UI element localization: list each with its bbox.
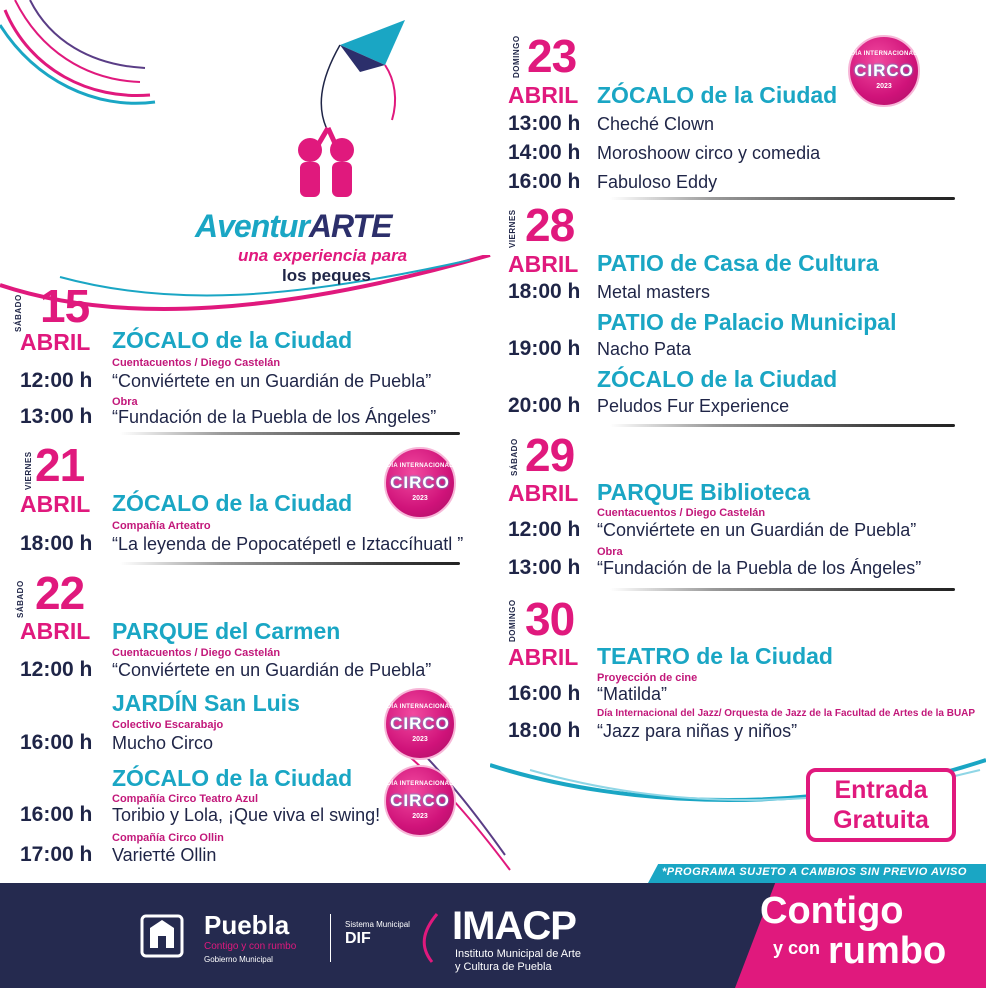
venue-22-2: JARDÍN San Luis xyxy=(112,690,300,716)
month-28: ABRIL xyxy=(508,251,579,277)
time-23-3: 16:00 h xyxy=(508,170,581,193)
tag-22-3: Compañía Circo Teatro Azul xyxy=(112,793,259,805)
tag-22-4: Compañía Circo Ollin xyxy=(112,832,224,844)
decorative-swoosh-top-left xyxy=(0,0,160,130)
time-29-1: 12:00 h xyxy=(508,518,581,541)
venue-30-1: TEATRO de la Ciudad xyxy=(597,643,833,669)
badge-line1: DÍA INTERNACIONAL xyxy=(386,704,454,710)
weekday-15: SÁBADO xyxy=(14,294,23,332)
day-number-15: 15 xyxy=(40,280,90,332)
day-number-29: 29 xyxy=(525,429,575,481)
puebla-logo-subtitle: Contigo y con rumbo xyxy=(204,941,297,952)
slogan-line2: y con xyxy=(773,938,821,958)
day-number-28: 28 xyxy=(525,199,575,251)
month-22: ABRIL xyxy=(20,618,91,644)
activity-28-2: Nacho Pata xyxy=(597,339,692,359)
separator xyxy=(610,197,955,200)
tag-15-2: Obra xyxy=(112,396,138,408)
activity-15-1: “Conviértete en un Guardián de Puebla” xyxy=(112,371,432,391)
badge-line3: 2023 xyxy=(412,495,428,502)
time-23-1: 13:00 h xyxy=(508,112,581,135)
time-29-2: 13:00 h xyxy=(508,556,581,579)
time-28-2: 19:00 h xyxy=(508,337,581,360)
badge-line3: 2023 xyxy=(412,813,428,820)
activity-21-1: “La leyenda de Popocatépetl e Iztaccíhuatl ” xyxy=(112,534,464,554)
dif-top-text: Sistema Municipal xyxy=(345,920,410,929)
brand-title xyxy=(195,208,391,245)
tag-22-2: Colectivo Escarabajo xyxy=(112,719,224,731)
badge-line2: CIRCO xyxy=(390,791,450,810)
badge-line3: 2023 xyxy=(876,83,892,90)
activity-28-1: Metal masters xyxy=(597,282,711,302)
activity-22-2: Mucho Circo xyxy=(112,733,214,753)
dif-swoosh-icon xyxy=(412,912,442,964)
venue-28-1: PATIO de Casa de Cultura xyxy=(597,250,879,276)
activity-22-4: Variетté Ollin xyxy=(112,845,217,865)
month-15: ABRIL xyxy=(20,329,91,355)
activity-30-1: “Matilda” xyxy=(597,684,668,704)
separator xyxy=(120,562,460,565)
time-22-2: 16:00 h xyxy=(20,731,93,754)
venue-22-3: ZÓCALO de la Ciudad xyxy=(112,765,353,791)
slogan-line1: Contigo xyxy=(760,890,904,932)
entrada-line1: Entrada xyxy=(834,776,928,804)
activity-29-1: “Conviértete en un Guardián de Puebla” xyxy=(597,520,917,540)
activity-15-2: “Fundación de la Puebla de los Ángeles” xyxy=(112,407,437,427)
separator xyxy=(610,424,955,427)
tag-15-1: Cuentacuentos / Diego Castelán xyxy=(112,357,281,369)
venue-15-1: ZÓCALO de la Ciudad xyxy=(112,327,353,353)
tag-29-2: Obra xyxy=(597,546,623,558)
weekday-23: DOMINGO xyxy=(512,35,521,78)
puebla-coat-of-arms-icon xyxy=(136,910,188,962)
circo-badge xyxy=(848,35,920,107)
time-30-1: 16:00 h xyxy=(508,682,581,705)
tag-30-2: Día Internacional del Jazz/ Orquesta de Jazz de la Facultad de Artes de la BUAP xyxy=(597,708,976,719)
badge-line1: DÍA INTERNACIONAL xyxy=(386,781,454,787)
activity-22-1: “Conviértete en un Guardián de Puebla” xyxy=(112,660,432,680)
weekday-28: VIERNES xyxy=(508,209,517,248)
activity-23-3: Fabuloso Eddy xyxy=(597,172,718,192)
month-23: ABRIL xyxy=(508,82,579,108)
activity-22-3: Toribio y Lola, ¡Que viva el swing! xyxy=(112,805,381,825)
time-30-2: 18:00 h xyxy=(508,719,581,742)
separator xyxy=(120,432,460,435)
venue-28-3: ZÓCALO de la Ciudad xyxy=(597,366,838,392)
brand-title-a: Aventur xyxy=(195,208,309,244)
time-28-1: 18:00 h xyxy=(508,280,581,303)
time-15-2: 13:00 h xyxy=(20,405,93,428)
venue-28-2: PATIO de Palacio Municipal xyxy=(597,309,897,335)
badge-line1: DÍA INTERNACIONAL xyxy=(850,51,918,57)
entrada-line2: Gratuita xyxy=(833,806,929,834)
notice-text: *PROGRAMA SUJETO A CAMBIOS SIN PREVIO AVISO xyxy=(662,866,967,878)
badge-line2: CIRCO xyxy=(390,473,450,492)
footer-divider xyxy=(330,914,331,962)
circo-badge xyxy=(384,447,456,519)
activity-29-2: “Fundación de la Puebla de los Ángeles” xyxy=(597,558,922,578)
time-15-1: 12:00 h xyxy=(20,369,93,392)
time-23-2: 14:00 h xyxy=(508,141,581,164)
tag-29-1: Cuentacuentos / Diego Castelán xyxy=(597,507,766,519)
day-number-22: 22 xyxy=(35,567,85,619)
activity-30-2: “Jazz para niñas y niños” xyxy=(597,721,798,741)
month-21: ABRIL xyxy=(20,491,91,517)
separator xyxy=(610,588,955,591)
day-number-21: 21 xyxy=(35,439,85,491)
badge-line1: DÍA INTERNACIONAL xyxy=(386,463,454,469)
imacp-subtitle-1: Instituto Municipal de Arte xyxy=(455,948,581,960)
slogan-line3: rumbo xyxy=(828,930,947,972)
activity-28-3: Peludos Fur Experience xyxy=(597,396,790,416)
badge-line3: 2023 xyxy=(412,736,428,743)
venue-22-1: PARQUE del Carmen xyxy=(112,618,341,644)
month-30: ABRIL xyxy=(508,644,579,670)
time-21-1: 18:00 h xyxy=(20,532,93,555)
venue-29-1: PARQUE Biblioteca xyxy=(597,479,810,505)
circo-badge xyxy=(384,688,456,760)
brand-subtitle-1: una experiencia para xyxy=(238,246,408,265)
brand-subtitle-2: los peques xyxy=(282,266,371,285)
time-22-3: 16:00 h xyxy=(20,803,93,826)
puebla-logo-text: Puebla xyxy=(204,910,290,940)
brand-title-b: ARTE xyxy=(308,208,392,244)
day-number-30: 30 xyxy=(525,593,575,645)
circo-badge xyxy=(384,765,456,837)
time-22-1: 12:00 h xyxy=(20,658,93,681)
tag-21-1: Compañía Arteatro xyxy=(112,520,211,532)
puebla-logo-gov: Gobierno Municipal xyxy=(204,955,273,964)
imacp-logo-text: IMACP xyxy=(452,904,576,948)
imacp-subtitle-2: y Cultura de Puebla xyxy=(455,961,552,973)
time-22-4: 17:00 h xyxy=(20,843,93,866)
day-number-23: 23 xyxy=(527,30,577,82)
time-28-3: 20:00 h xyxy=(508,394,581,417)
activity-23-1: Cheché Clown xyxy=(597,114,715,134)
badge-line2: CIRCO xyxy=(854,61,914,80)
tag-22-1: Cuentacuentos / Diego Castelán xyxy=(112,647,281,659)
activity-23-2: Moroshoow circo y comedia xyxy=(597,143,821,163)
weekday-29: SÁBADO xyxy=(510,438,519,476)
dif-text: DIF xyxy=(345,930,371,947)
weekday-21: VIERNES xyxy=(24,451,33,490)
kite-illustration xyxy=(280,10,430,210)
badge-line2: CIRCO xyxy=(390,714,450,733)
venue-23-1: ZÓCALO de la Ciudad xyxy=(597,82,838,108)
month-29: ABRIL xyxy=(508,480,579,506)
entrada-gratuita-box xyxy=(806,768,956,842)
tag-30-1: Proyección de cine xyxy=(597,672,698,684)
weekday-30: DOMINGO xyxy=(508,599,517,642)
venue-21-1: ZÓCALO de la Ciudad xyxy=(112,490,353,516)
weekday-22: SÁBADO xyxy=(16,580,25,618)
